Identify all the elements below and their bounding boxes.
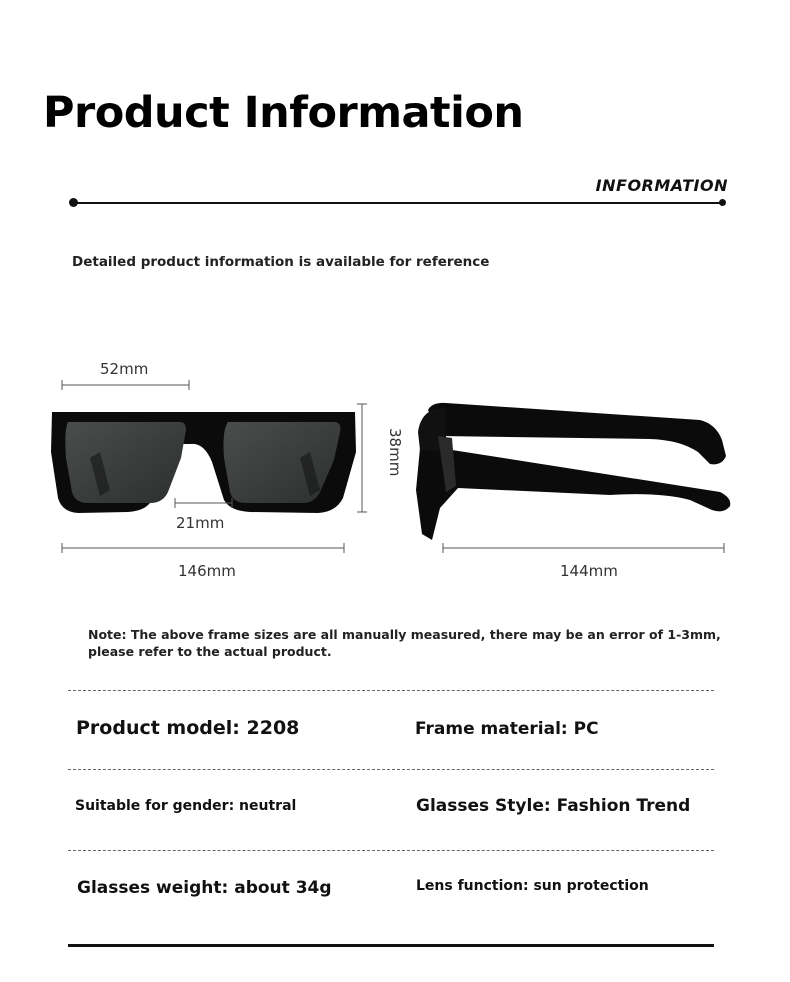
spec-style: Glasses Style: Fashion Trend xyxy=(416,796,691,816)
dashed-divider xyxy=(68,690,714,691)
dimension-diagram xyxy=(0,340,790,590)
temple-length-label: 144mm xyxy=(560,562,618,580)
rule-endpoint-right xyxy=(719,199,726,206)
lens-height-label: 38mm xyxy=(386,428,404,477)
dashed-divider xyxy=(68,769,714,770)
spec-lens-function: Lens function: sun protection xyxy=(416,878,649,894)
bottom-divider xyxy=(68,944,714,947)
spec-frame-material: Frame material: PC xyxy=(415,719,599,739)
glasses-front-view xyxy=(51,412,356,513)
bridge-width-label: 21mm xyxy=(176,514,225,532)
frame-width-label: 146mm xyxy=(178,562,236,580)
glasses-side-view xyxy=(416,403,730,540)
spec-product-model: Product model: 2208 xyxy=(76,717,300,739)
page-title: Product Information xyxy=(43,88,524,138)
dashed-divider xyxy=(68,850,714,851)
section-tag: INFORMATION xyxy=(595,176,728,195)
lens-width-label: 52mm xyxy=(100,360,149,378)
spec-gender: Suitable for gender: neutral xyxy=(75,798,297,814)
header-divider xyxy=(74,202,724,204)
spec-weight: Glasses weight: about 34g xyxy=(77,878,332,898)
measurement-note: Note: The above frame sizes are all manually measured, there may be an error of 1-3mm, please refer to the actual product. xyxy=(88,627,721,659)
subtitle: Detailed product information is available for reference xyxy=(72,254,490,270)
